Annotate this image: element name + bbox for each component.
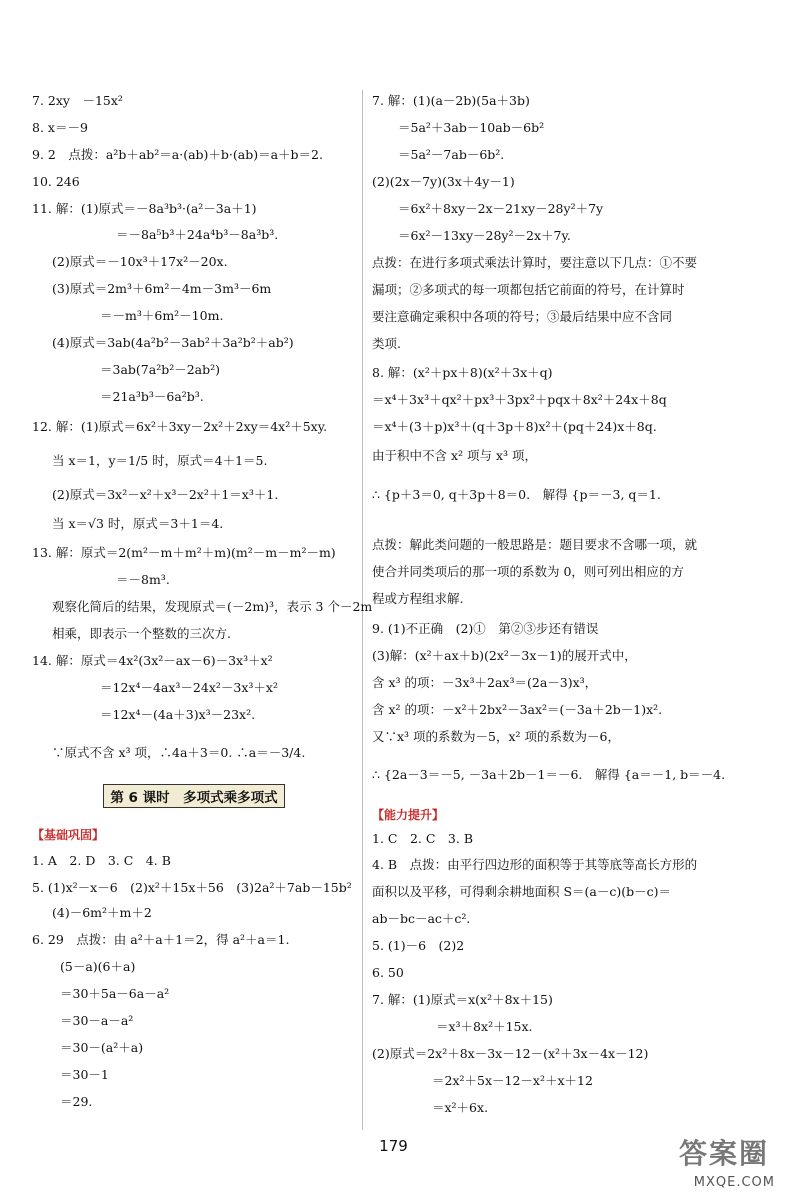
section-basic-tag: 【基础巩固】	[32, 828, 105, 842]
answer-line: 当 x＝1，y＝1/5 时，原式＝4＋1＝5.	[52, 453, 268, 468]
answer-line: 4. B 点拨：由平行四边形的面积等于其等底等高长方形的	[372, 857, 698, 872]
answer-line: ＝30－(a²＋a)	[60, 1040, 144, 1055]
answer-line: ＝5a²－7ab－6b².	[398, 147, 505, 162]
answer-line: 6. 29 点拨：由 a²＋a＋1＝2，得 a²＋a＝1.	[32, 932, 290, 947]
answer-line: (4)－6m²＋m＋2	[52, 905, 152, 920]
answer-line: 6. 50	[372, 965, 404, 980]
answer-line: (3)原式＝2m³＋6m²－4m－3m³－6m	[52, 281, 272, 296]
answer-line: ＝3ab(7a²b²－2ab²)	[100, 362, 221, 377]
answer-line: ＝x³＋8x²＋15x.	[436, 1019, 533, 1034]
answer-line: 1. C 2. C 3. B	[372, 831, 474, 846]
answer-line: ＝－8a⁵b³＋24a⁴b³－8a³b³.	[116, 227, 279, 242]
answer-line: 7. 解：(1)原式＝x(x²＋8x＋15)	[372, 992, 553, 1007]
answer-line: 9. (1)不正确 (2)① 第②③步还有错误	[372, 621, 599, 636]
lesson-title: 第 6 课时 多项式乘多项式	[103, 784, 285, 808]
answer-line: ∴ {2a－3＝－5, －3a＋2b－1＝－6. 解得 {a＝－1, b＝－4.	[372, 767, 726, 782]
answer-line: 5. (1)－6 (2)2	[372, 938, 465, 953]
watermark-text: MXQE.COM	[693, 1175, 775, 1190]
answer-line: 7. 2xy －15x²	[32, 93, 123, 108]
answer-line: 8. x＝－9	[32, 120, 88, 135]
answer-line: ＝2x²＋5x－12－x²＋x＋12	[432, 1073, 593, 1088]
answer-line: (4)原式＝3ab(4a²b²－3ab²＋3a²b²＋ab²)	[52, 335, 294, 350]
answer-line: ＝－m³＋6m²－10m.	[100, 308, 224, 323]
answer-line: ab－bc－ac＋c².	[372, 911, 471, 926]
answer-line: 观察化简后的结果，发现原式＝(－2m)³，表示 3 个－2m	[52, 599, 373, 614]
answer-line: 13. 解：原式＝2(m²－m＋m²＋m)(m²－m－m²－m)	[32, 545, 336, 560]
answer-line: ＝12x⁴－(4a＋3)x³－23x².	[100, 707, 256, 722]
answer-line: ＝29.	[60, 1094, 93, 1109]
watermark-logo: 答案圈	[678, 1137, 769, 1170]
section-ability-tag: 【能力提升】	[372, 808, 445, 822]
answer-line: ＝6x²－13xy－28y²－2x＋7y.	[398, 228, 571, 243]
answer-line: (5－a)(6＋a)	[60, 959, 136, 974]
answer-line: 11. 解：(1)原式＝－8a³b³·(a²－3a＋1)	[32, 201, 257, 216]
answer-line: 当 x＝√3 时，原式＝3＋1＝4.	[52, 516, 224, 531]
answer-line: 又∵x³ 项的系数为－5，x² 项的系数为－6，	[372, 729, 620, 744]
answer-line: 面积以及平移，可得剩余耕地面积 S＝(a－c)(b－c)＝	[372, 884, 671, 899]
answer-line: ＝x²＋6x.	[432, 1100, 489, 1115]
answer-line: 12. 解：(1)原式＝6x²＋3xy－2x²＋2xy＝4x²＋5xy.	[32, 419, 328, 434]
answer-line: ＝－8m³.	[116, 572, 170, 587]
answer-line: (2)原式＝－10x³＋17x²－20x.	[52, 254, 228, 269]
answer-line: ∴ {p＋3＝0, q＋3p＋8＝0. 解得 {p＝－3, q＝1.	[372, 487, 661, 502]
answer-line: 由于积中不含 x² 项与 x³ 项，	[372, 448, 538, 463]
site-watermark	[625, 1136, 775, 1192]
answer-line: ＝12x⁴－4ax³－24x²－3x³＋x²	[100, 680, 278, 695]
answer-line: 10. 246	[32, 174, 80, 189]
answer-line: (2)原式＝2x²＋8x－3x－12－(x²＋3x－4x－12)	[372, 1046, 649, 1061]
answer-line: ＝30－a－a²	[60, 1013, 134, 1028]
answer-line: (2)(2x－7y)(3x＋4y－1)	[372, 174, 515, 189]
answer-line: ＝30－1	[60, 1067, 109, 1082]
answer-line: 要注意确定乘积中各项的符号；③最后结果中应不含同	[372, 309, 673, 324]
answer-line: (2)原式＝3x²－x²＋x³－2x²＋1＝x³＋1.	[52, 487, 279, 502]
answer-line: 相乘，即表示一个整数的三次方.	[52, 626, 231, 641]
answer-line: 点拨：解此类问题的一般思路是：题目要求不含哪一项，就	[372, 537, 698, 552]
answer-line: 5. (1)x²－x－6 (2)x²＋15x＋56 (3)2a²＋7ab－15b²	[32, 880, 352, 895]
answer-line: 含 x² 的项：－x²＋2bx²－3ax²＝(－3a＋2b－1)x².	[372, 702, 663, 717]
answer-line: 程或方程组求解.	[372, 591, 464, 606]
answer-line: ＝x⁴＋3x³＋qx²＋px³＋3px²＋pqx＋8x²＋24x＋8q	[372, 392, 667, 407]
answer-line: 漏项；②多项式的每一项都包括它前面的符号，在计算时	[372, 282, 685, 297]
answer-line: 1. A 2. D 3. C 4. B	[32, 853, 171, 868]
answer-line: ＝6x²＋8xy－2x－21xy－28y²＋7y	[398, 201, 604, 216]
answer-line: 使合并同类项后的那一项的系数为 0，则可列出相应的方	[372, 564, 684, 579]
answer-line: 9. 2 点拨：a²b＋ab²＝a·(ab)＋b·(ab)＝a＋b＝2.	[32, 147, 323, 162]
answer-line: ＝x⁴＋(3＋p)x³＋(q＋3p＋8)x²＋(pq＋24)x＋8q.	[372, 419, 657, 434]
answer-line: 类项.	[372, 336, 401, 351]
answer-line: 14. 解：原式＝4x²(3x²－ax－6)－3x³＋x²	[32, 653, 273, 668]
answer-line: ＝21a³b³－6a²b³.	[100, 389, 204, 404]
answer-line: (3)解：(x²＋ax＋b)(2x²－3x－1)的展开式中，	[372, 648, 637, 663]
answer-line: 8. 解：(x²＋px＋8)(x²＋3x＋q)	[372, 365, 553, 380]
answer-line: 点拨：在进行多项式乘法计算时，要注意以下几点：①不要	[372, 255, 698, 270]
answer-line: ∵原式不含 x³ 项，∴4a＋3＝0. ∴a＝－3/4.	[52, 745, 306, 760]
page-number: 179	[379, 1137, 408, 1155]
answer-line: 含 x³ 的项：－3x³＋2ax³＝(2a－3)x³，	[372, 675, 598, 690]
answer-line: ＝30＋5a－6a－a²	[60, 986, 170, 1001]
answer-line: ＝5a²＋3ab－10ab－6b²	[398, 120, 545, 135]
answer-line: 7. 解：(1)(a－2b)(5a＋3b)	[372, 93, 530, 108]
